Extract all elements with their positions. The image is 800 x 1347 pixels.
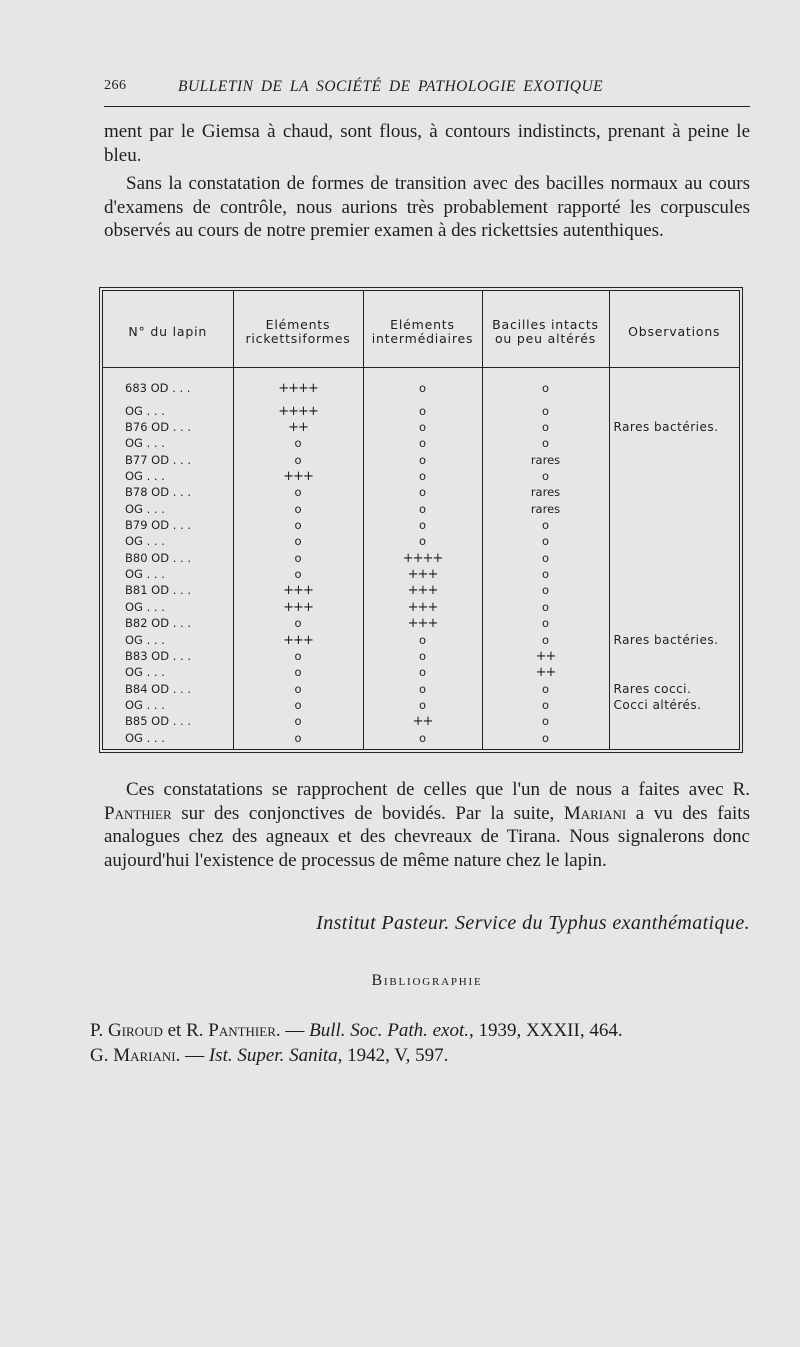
ref-1-journal: Bull. Soc. Path. exot.	[309, 1020, 470, 1041]
ref-2-author-a: G. Mariani	[90, 1045, 176, 1066]
ref-2-details: , 1942, V, 597.	[337, 1045, 449, 1066]
ref-1-author-b: R. Panthier	[186, 1020, 276, 1041]
bacilli-cell: rares	[482, 487, 609, 503]
bacilli-cell: o	[482, 368, 609, 406]
bacilli-cell: o	[482, 569, 609, 585]
rickettsiform-cell: o	[233, 569, 363, 585]
observation-cell	[609, 520, 739, 536]
intermediate-cell: o	[363, 471, 482, 487]
observation-cell: Rares bactéries.	[613, 420, 719, 435]
intermediate-cell: o	[363, 368, 482, 406]
rabbit-id-cell: OG . . .	[103, 569, 233, 585]
col-header-intermediate: Eléments intermédiaires	[363, 291, 482, 368]
intermediate-cell: o	[363, 536, 482, 552]
intermediate-cell: o	[363, 635, 482, 651]
intermediate-cell: o	[363, 438, 482, 454]
observation-cell	[609, 504, 739, 520]
observation-cell	[609, 536, 739, 552]
observation-cell	[609, 651, 739, 667]
bacilli-cell: rares	[482, 455, 609, 471]
observation-cell	[609, 368, 739, 406]
rickettsiform-cell: o	[233, 504, 363, 520]
bacilli-cell: o	[482, 733, 609, 749]
running-header	[104, 72, 748, 102]
rickettsiform-cell: o	[233, 716, 363, 732]
observation-cell	[609, 585, 739, 601]
rickettsiform-cell: o	[233, 733, 363, 749]
observation-cell	[609, 716, 739, 732]
bacilli-cell: o	[482, 520, 609, 536]
intermediate-cell: o	[363, 422, 482, 438]
rabbit-id-cell: OG . . .	[103, 700, 233, 716]
col-header-observations: Observations	[609, 291, 739, 368]
table-row	[103, 733, 739, 749]
rickettsiform-cell: +++	[233, 635, 363, 651]
rabbit-id-cell: B80 OD . . .	[103, 553, 233, 569]
ref-2-dash: . —	[175, 1045, 209, 1066]
observation-cell	[609, 602, 739, 618]
rabbit-id-cell: OG . . .	[103, 536, 233, 552]
rickettsiform-cell: o	[233, 553, 363, 569]
observation-cell	[609, 553, 739, 569]
rickettsiform-cell: o	[233, 455, 363, 471]
rickettsiform-cell: o	[233, 667, 363, 683]
observation-cell	[609, 455, 739, 471]
rabbit-id-cell: B77 OD . . .	[103, 455, 233, 471]
observation-cell	[609, 733, 739, 749]
page-number: 266	[104, 78, 127, 93]
results-table	[102, 290, 740, 750]
rickettsiform-cell: +++	[233, 585, 363, 601]
observation-cell: Rares cocci.	[613, 681, 692, 696]
institution-signature: Institut Pasteur. Service du Typhus exanthématique.	[316, 912, 750, 934]
bacilli-cell: o	[482, 536, 609, 552]
rickettsiform-cell: ++++	[233, 368, 363, 406]
ref-1-author-a: P. Giroud	[90, 1020, 163, 1041]
rabbit-id-cell: B82 OD . . .	[103, 618, 233, 634]
bacilli-cell: o	[482, 422, 609, 438]
author-mariani: Mariani	[563, 802, 627, 824]
rabbit-id-cell: B83 OD . . .	[103, 651, 233, 667]
intermediate-cell: o	[363, 667, 482, 683]
rabbit-id-cell: OG . . .	[103, 667, 233, 683]
intermediate-cell: o	[363, 700, 482, 716]
ref-1-dash: . —	[275, 1020, 310, 1041]
bacilli-cell: o	[482, 635, 609, 651]
ref-1-details: , 1939, XXXII, 464.	[469, 1020, 623, 1041]
reference-1	[90, 1020, 760, 1042]
intermediate-cell: o	[363, 406, 482, 422]
rabbit-id-cell: OG . . .	[103, 602, 233, 618]
observation-cell	[609, 487, 739, 503]
rickettsiform-cell: o	[233, 651, 363, 667]
bacilli-cell: o	[482, 602, 609, 618]
col-header-rickettsiform: Eléments rickettsiformes	[233, 291, 363, 368]
observation-cell	[609, 569, 739, 585]
paragraph-2: Sans la constatation de formes de transition avec des bacilles normaux au cours d'examens de contrôle, nous aurions très probablement rapporté les corpuscules observés au cours de notre premier examen à des rickettsies autenthiques.	[104, 173, 750, 241]
rickettsiform-cell: o	[233, 536, 363, 552]
rickettsiform-cell: ++++	[233, 406, 363, 422]
intermediate-cell: +++	[363, 602, 482, 618]
rabbit-id-cell: OG . . .	[103, 635, 233, 651]
rickettsiform-cell: o	[233, 700, 363, 716]
paragraph-3-text-a: Ces constatations se rapprochent de celles que l'un de nous a faites avec R.	[126, 779, 750, 800]
intermediate-cell: o	[363, 455, 482, 471]
rabbit-id-cell: B84 OD . . .	[103, 684, 233, 700]
observation-cell	[609, 471, 739, 487]
rickettsiform-cell: ++	[233, 422, 363, 438]
rabbit-id-cell: B78 OD . . .	[103, 487, 233, 503]
ref-1-conj: et	[162, 1020, 187, 1041]
intermediate-cell: o	[363, 651, 482, 667]
rabbit-id-cell: OG . . .	[103, 471, 233, 487]
intermediate-cell: +++	[363, 618, 482, 634]
rickettsiform-cell: +++	[233, 471, 363, 487]
paragraph-3-text-b: sur des conjonctives de bovidés. Par la suite,	[171, 802, 564, 824]
rabbit-id-cell: OG . . .	[103, 733, 233, 749]
bacilli-cell: rares	[482, 504, 609, 520]
author-panthier: Panthier	[104, 802, 172, 824]
rabbit-id-cell: B76 OD . . .	[103, 422, 233, 438]
bibliography-title: Bibliographie	[371, 972, 483, 989]
intermediate-cell: o	[363, 733, 482, 749]
intermediate-cell: ++++	[363, 553, 482, 569]
rickettsiform-cell: o	[233, 618, 363, 634]
reference-2	[90, 1045, 760, 1067]
rabbit-id-cell: B79 OD . . .	[103, 520, 233, 536]
observation-cell: Cocci altérés.	[613, 697, 702, 712]
bacilli-cell: o	[482, 618, 609, 634]
col-header-rabbit: N° du lapin	[103, 291, 233, 368]
intermediate-cell: +++	[363, 569, 482, 585]
observation-cell	[609, 438, 739, 454]
bacilli-cell: o	[482, 585, 609, 601]
paragraph-1: ment par le Giemsa à chaud, sont flous, à contours indistincts, prenant à peine le bleu.	[104, 121, 750, 166]
intermediate-cell: o	[363, 504, 482, 520]
intermediate-cell: o	[363, 520, 482, 536]
paragraph-3	[104, 778, 750, 872]
bacilli-cell: ++	[482, 651, 609, 667]
ref-2-journal: Ist. Super. Sanita	[208, 1045, 338, 1066]
bacilli-cell: o	[482, 716, 609, 732]
col-header-bacilli: Bacilles intacts ou peu altérés	[482, 291, 609, 368]
rickettsiform-cell: +++	[233, 602, 363, 618]
observation-cell: Rares bactéries.	[613, 632, 719, 647]
rabbit-id-cell: B81 OD . . .	[103, 585, 233, 601]
rickettsiform-cell: o	[233, 438, 363, 454]
bacilli-cell: ++	[482, 667, 609, 683]
header-rule	[104, 106, 750, 107]
intermediate-cell: +++	[363, 585, 482, 601]
rabbit-id-cell: OG . . .	[103, 438, 233, 454]
rickettsiform-cell: o	[233, 487, 363, 503]
bacilli-cell: o	[482, 553, 609, 569]
table-row	[103, 368, 739, 406]
intermediate-cell: o	[363, 684, 482, 700]
bacilli-cell: o	[482, 406, 609, 422]
bacilli-cell: o	[482, 438, 609, 454]
paragraph-3-text-c: a vu des faits analogues chez des agneaux et des chevreaux de Tirana. Nous signalerons donc aujourd'hui l'existence de processus de même nature chez le lapin.	[104, 802, 750, 871]
bacilli-cell: o	[482, 684, 609, 700]
table-header-row	[103, 291, 739, 368]
intermediate-cell: ++	[363, 716, 482, 732]
running-title: BULLETIN DE LA SOCIÉTÉ DE PATHOLOGIE EXOTIQUE	[178, 78, 604, 95]
table-body	[103, 368, 739, 750]
rabbit-id-cell: OG . . .	[103, 406, 233, 422]
rickettsiform-cell: o	[233, 684, 363, 700]
bacilli-cell: o	[482, 700, 609, 716]
rabbit-id-cell: OG . . .	[103, 504, 233, 520]
intermediate-cell: o	[363, 487, 482, 503]
rabbit-id-cell: 683 OD . . .	[103, 368, 233, 406]
rabbit-id-cell: B85 OD . . .	[103, 716, 233, 732]
rickettsiform-cell: o	[233, 520, 363, 536]
bacilli-cell: o	[482, 471, 609, 487]
